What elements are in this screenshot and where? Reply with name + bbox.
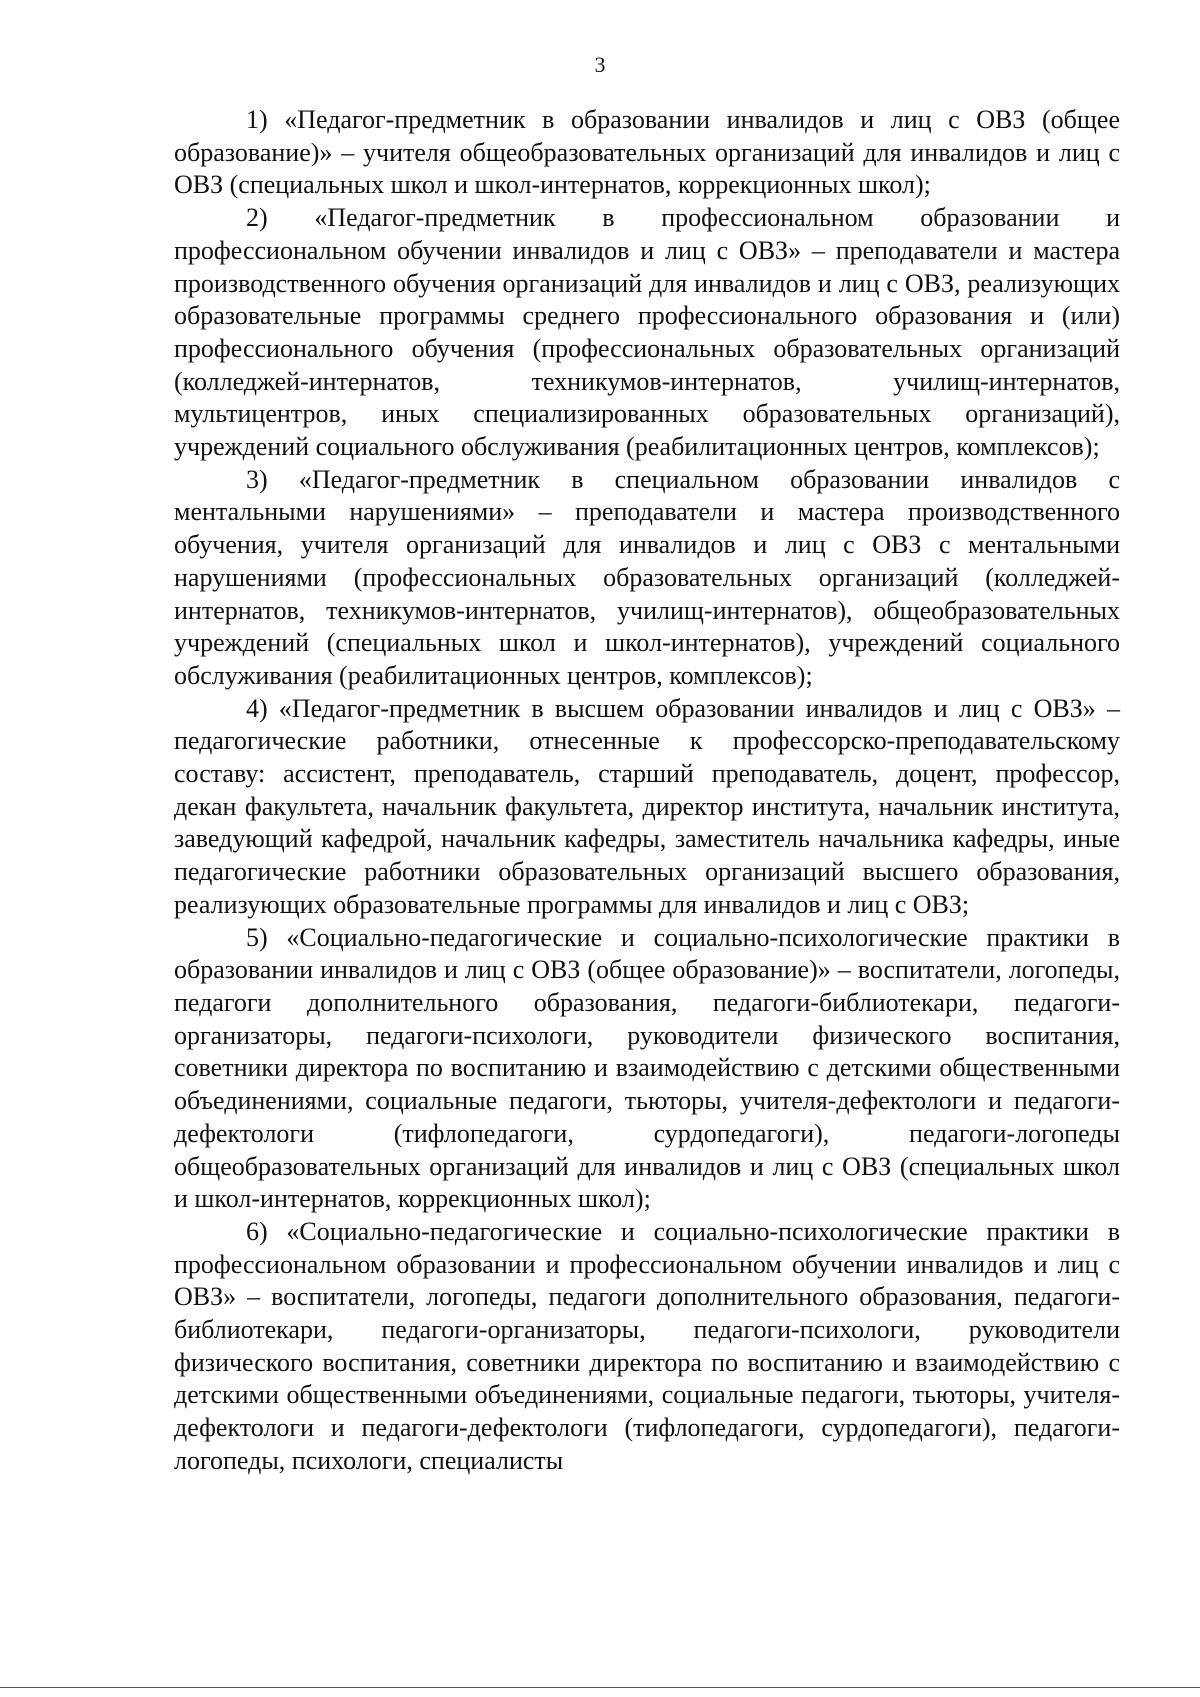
paragraph-item-1: 1) «Педагог-предметник в образовании инвалидов и лиц с ОВЗ (общее образование)» – учителя общеобразовательных организаций для инвалидов и лиц с ОВЗ (специальных школ и школ-интернатов, коррекционных школ); <box>174 105 1120 200</box>
document-body <box>174 104 1120 1478</box>
paragraph-item-5: 5) «Социально-педагогические и социально-психологические практики в образовании инвалидов и лиц с ОВЗ (общее образование)» – воспитатели, логопеды, педагоги дополнительного образования, педагоги-библиотекари, педагоги-организаторы, педагоги-психологи, руководители физического воспитания, советники директора по воспитанию и взаимодействию с детскими общественными объединениями, социальные педагоги, тьюторы, учителя-дефектологи и педагоги-дефектологи (тифлопедагоги, сурдопедагоги), педагоги-логопеды общеобразовательных организаций для инвалидов и лиц с ОВЗ (специальных школ и школ-интернатов, коррекционных школ); <box>174 922 1120 1214</box>
paragraph-item-2: 2) «Педагог-предметник в профессиональном образовании и профессиональном обучении инвалидов и лиц с ОВЗ» – преподаватели и мастера производственного обучения организаций для инвалидов и лиц с ОВЗ, реализующих образовательные программы среднего профессионального образования и (или) профессионального обучения (профессиональных образовательных организаций (колледжей-интернатов, техникумов-интернатов, училищ-интернатов, мультицентров, иных специализированных образовательных организаций), учреждений социального обслуживания (реабилитационных центров, комплексов); <box>174 203 1120 462</box>
paragraph-item-3: 3) «Педагог-предметник в специальном образовании инвалидов с ментальными нарушениями» – преподаватели и мастера производственного обучения, учителя организаций для инвалидов и лиц с ОВЗ с ментальными нарушениями (профессиональных образовательных организаций (колледжей-интернатов, техникумов-интернатов, училищ-интернатов), общеобразовательных учреждений (специальных школ и школ-интернатов), учреждений социального обслуживания (реабилитационных центров, комплексов); <box>174 464 1120 690</box>
paragraph-item-4: 4) «Педагог-предметник в высшем образовании инвалидов и лиц с ОВЗ» – педагогические работники, отнесенные к профессорско-преподавательскому составу: ассистент, преподаватель, старший преподаватель, доцент, профессор, декан факультета, начальник факультета, директор института, начальник института, заведующий кафедрой, начальник кафедры, заместитель начальника кафедры, иные педагогические работники образовательных организаций высшего образования, реализующих образовательные программы для инвалидов и лиц с ОВЗ; <box>174 693 1120 919</box>
paragraph-item-6: 6) «Социально-педагогические и социально-психологические практики в профессиональном образовании и профессиональном обучении инвалидов и лиц с ОВЗ» – воспитатели, логопеды, педагоги дополнительного образования, педагоги-библиотекари, педагоги-организаторы, педагоги-психологи, руководители физического воспитания, советники директора по воспитанию и взаимодействию с детскими общественными объединениями, социальные педагоги, тьюторы, учителя-дефектологи и педагоги-дефектологи (тифлопедагоги, сурдопедагоги), педагоги-логопеды, психологи, специалисты <box>174 1216 1120 1475</box>
page-number: 3 <box>594 52 606 77</box>
page-bottom-divider <box>0 1687 1200 1688</box>
